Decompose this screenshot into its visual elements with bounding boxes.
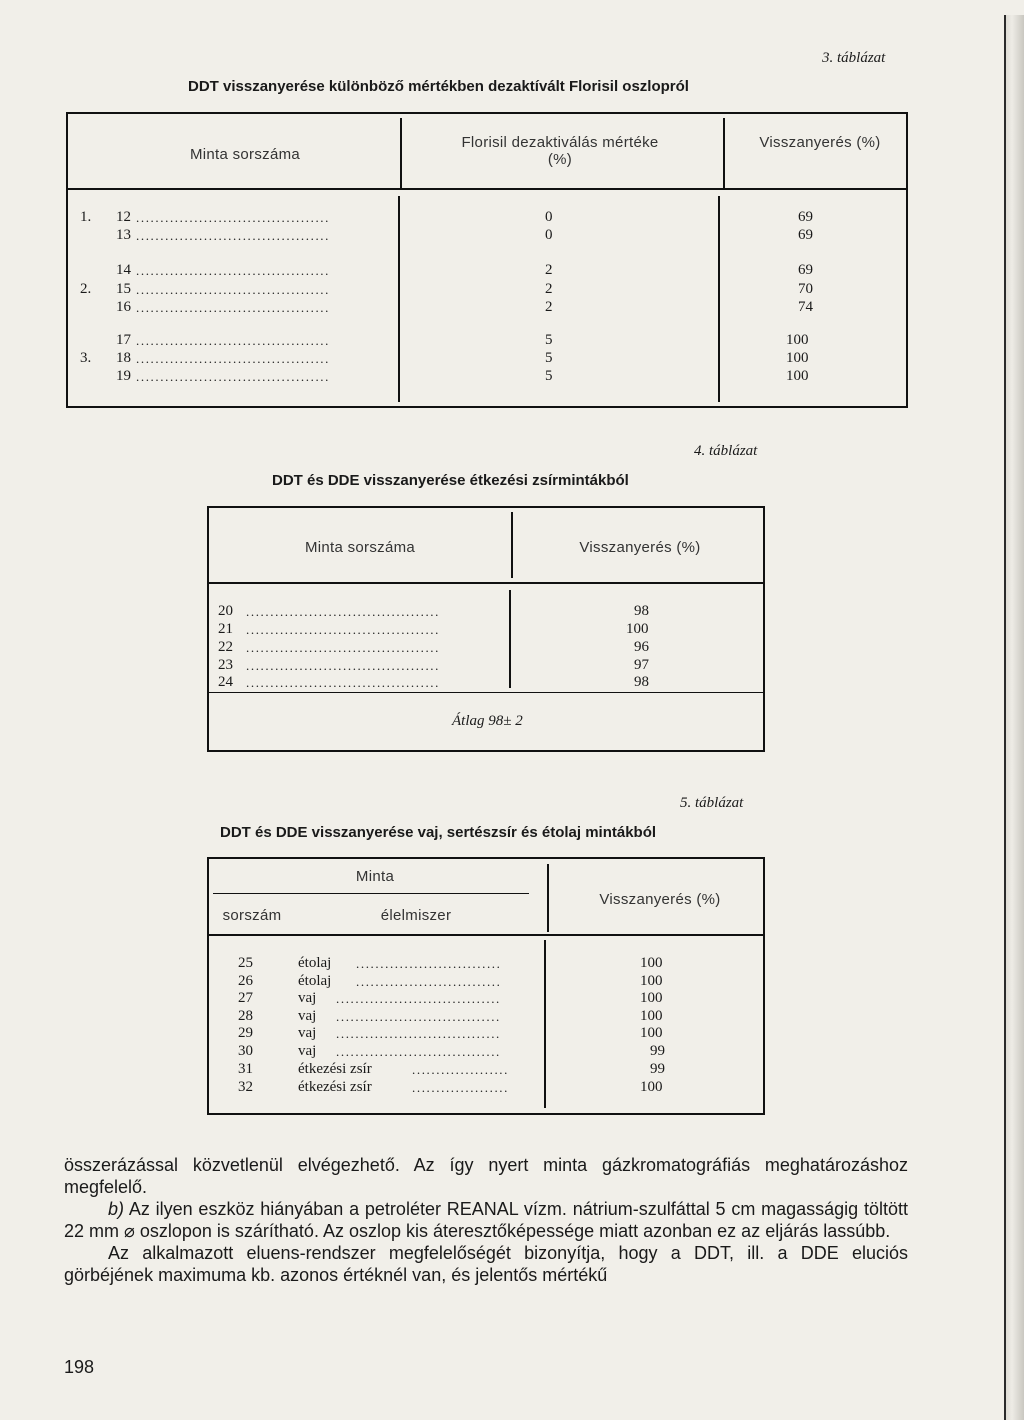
table5-title: DDT és DDE visszanyerése vaj, sertészsír és étolaj mintákból xyxy=(220,824,657,841)
row-id: 32 xyxy=(238,1079,253,1095)
leader-dots: ........................................ xyxy=(136,228,330,243)
row-id: 31 xyxy=(238,1061,253,1077)
leader-dots: ........................................ xyxy=(246,675,440,690)
leader-dots: ........................................ xyxy=(246,658,440,673)
leader-dots: .................................. xyxy=(336,1044,501,1059)
leader-dots: ........................................ xyxy=(136,300,330,315)
row-recovery: 70 xyxy=(798,281,813,297)
paragraph xyxy=(64,1198,908,1242)
row-food: vaj xyxy=(298,1025,317,1041)
row-id: 13 xyxy=(116,227,131,243)
paragraph: összerázással közvetlenül elvégezhető. Az így nyert minta gázkromatográfiás meghatározáshoz megfelelő. xyxy=(64,1155,908,1197)
group-label: 2. xyxy=(80,281,92,297)
leader-dots: ........................................ xyxy=(246,622,440,637)
row-recovery: 99 xyxy=(650,1061,665,1077)
table5-number: 5. táblázat xyxy=(680,795,744,811)
row-recovery: 100 xyxy=(786,332,809,348)
row-id: 18 xyxy=(116,350,131,366)
row-deactivation: 2 xyxy=(545,281,553,297)
row-id: 28 xyxy=(238,1008,253,1024)
table4-header-recovery: Visszanyerés (%) xyxy=(579,539,701,556)
row-recovery: 100 xyxy=(640,1008,663,1024)
item-label: b) xyxy=(108,1199,125,1219)
row-deactivation: 5 xyxy=(545,332,553,348)
row-id: 17 xyxy=(116,332,131,348)
leader-dots: .................................. xyxy=(336,1026,501,1041)
leader-dots: ........................................ xyxy=(136,369,330,384)
row-deactivation: 5 xyxy=(545,368,553,384)
leader-dots: ........................................ xyxy=(246,604,440,619)
row-id: 23 xyxy=(218,657,233,673)
row-recovery: 100 xyxy=(640,990,663,1006)
row-deactivation: 2 xyxy=(545,299,553,315)
body-text xyxy=(64,1154,908,1286)
row-deactivation: 5 xyxy=(545,350,553,366)
paragraph: Az alkalmazott eluens-rendszer megfelelőségét bizonyítja, hogy a DDT, ill. a DDE eluciós görbéjének maximuma kb. azonos értéknél van, és jelentős mértékű xyxy=(64,1243,908,1285)
table3-header-deactivation: Florisil dezaktiválás mértéke (%) xyxy=(461,134,659,168)
table5-header-sample: Minta xyxy=(355,868,395,885)
row-id: 15 xyxy=(116,281,131,297)
table4-number: 4. táblázat xyxy=(694,443,758,459)
leader-dots: ........................................ xyxy=(136,263,330,278)
row-recovery: 98 xyxy=(634,674,649,690)
row-food: étolaj xyxy=(298,973,332,989)
table4-average: Átlag 98± 2 xyxy=(452,713,523,729)
table3-header-recovery: Visszanyerés (%) xyxy=(759,134,881,151)
table5-header-number: sorszám xyxy=(222,907,282,924)
row-recovery: 99 xyxy=(650,1043,665,1059)
row-deactivation: 0 xyxy=(545,209,553,225)
row-deactivation: 0 xyxy=(545,227,553,243)
row-id: 19 xyxy=(116,368,131,384)
table3-header-sample: Minta sorszáma xyxy=(189,146,301,163)
group-label: 1. xyxy=(80,209,92,225)
leader-dots: .................................. xyxy=(336,1009,501,1024)
row-recovery: 100 xyxy=(786,368,809,384)
row-food: vaj xyxy=(298,990,317,1006)
table3-number: 3. táblázat xyxy=(822,50,886,66)
row-id: 26 xyxy=(238,973,253,989)
leader-dots: .............................. xyxy=(356,956,502,971)
row-deactivation: 2 xyxy=(545,262,553,278)
row-id: 24 xyxy=(218,674,233,690)
row-recovery: 100 xyxy=(786,350,809,366)
row-id: 25 xyxy=(238,955,253,971)
leader-dots: ........................................ xyxy=(136,282,330,297)
row-recovery: 100 xyxy=(640,973,663,989)
row-id: 14 xyxy=(116,262,131,278)
group-label: 3. xyxy=(80,350,92,366)
row-recovery: 96 xyxy=(634,639,649,655)
row-id: 22 xyxy=(218,639,233,655)
row-id: 21 xyxy=(218,621,233,637)
leader-dots: ........................................ xyxy=(136,351,330,366)
row-recovery: 69 xyxy=(798,227,813,243)
row-id: 30 xyxy=(238,1043,253,1059)
row-id: 27 xyxy=(238,990,253,1006)
paragraph-text: Az ilyen eszköz hiányában a petroléter REANAL vízm. nátrium-szulfáttal 5 cm magasságig töltött 22 mm ⌀ oszlopon is szárítható. Az oszlop kis áteresztőképessége miatt azonban ez az eljárás lassúbb. xyxy=(64,1199,908,1241)
row-id: 20 xyxy=(218,603,233,619)
row-recovery: 100 xyxy=(640,1025,663,1041)
row-recovery: 74 xyxy=(798,299,813,315)
row-recovery: 100 xyxy=(640,1079,663,1095)
row-recovery: 69 xyxy=(798,262,813,278)
row-recovery: 100 xyxy=(640,955,663,971)
table3-title: DDT visszanyerése különböző mértékben dezaktívált Florisil oszlopról xyxy=(188,78,689,95)
table5-header-recovery: Visszanyerés (%) xyxy=(599,891,721,908)
row-food: vaj xyxy=(298,1043,317,1059)
page-number: 198 xyxy=(64,1357,95,1377)
row-recovery: 69 xyxy=(798,209,813,225)
row-recovery: 100 xyxy=(626,621,649,637)
table5-header-food: élelmiszer xyxy=(380,907,452,924)
row-food: vaj xyxy=(298,1008,317,1024)
row-id: 29 xyxy=(238,1025,253,1041)
leader-dots: .................... xyxy=(412,1080,509,1095)
table4-title: DDT és DDE visszanyerése étkezési zsírmintákból xyxy=(272,472,629,489)
page-edge xyxy=(1004,15,1024,1420)
leader-dots: ........................................ xyxy=(246,640,440,655)
table4-header-sample: Minta sorszáma xyxy=(304,539,416,556)
leader-dots: .............................. xyxy=(356,974,502,989)
row-id: 16 xyxy=(116,299,131,315)
row-food: étkezési zsír xyxy=(298,1061,372,1077)
row-recovery: 97 xyxy=(634,657,649,673)
row-food: étkezési zsír xyxy=(298,1079,372,1095)
row-recovery: 98 xyxy=(634,603,649,619)
leader-dots: .................................. xyxy=(336,991,501,1006)
row-food: étolaj xyxy=(298,955,332,971)
row-id: 12 xyxy=(116,209,131,225)
leader-dots: ........................................ xyxy=(136,210,330,225)
leader-dots: ........................................ xyxy=(136,333,330,348)
leader-dots: .................... xyxy=(412,1062,509,1077)
